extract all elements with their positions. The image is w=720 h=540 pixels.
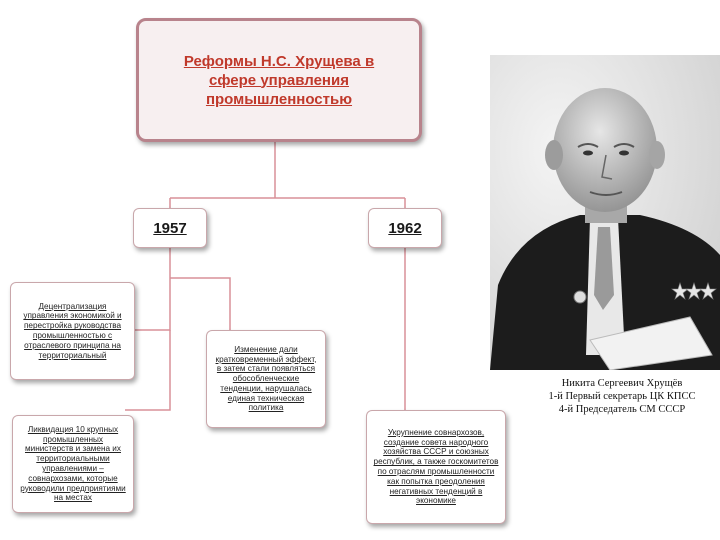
caption-name: Никита Сергеевич Хрущёв [561,378,683,389]
decentralization-text: Децентрализация управления экономикой и перестройка руководства промышленностью с отраслевого принципа на территориальный [23,301,122,360]
ministries-box [12,415,134,513]
decentralization-box [10,282,135,380]
effect-text: Изменение дали кратковременный эффект, в затем стали появляться обособленческие тенденции, нарушалась единая техническая политика [215,344,317,413]
caption-line-2: 4-й Председатель СМ СССР [558,404,686,415]
enlargement-box [366,410,506,524]
year-1957-label: 1957 [153,219,187,237]
portrait-photo [490,55,720,370]
enlargement-text: Укрупнение совнархозов, создание совета народного хозяйства СССР и союзных республик, а также госкомитетов по отраслям промышленности как попытка преодоления негативных тенденций в экономике [373,427,499,506]
portrait-caption [524,377,720,416]
ministries-text: Ликвидация 10 крупных промышленных министерств и замена их территориальными управлениями – совнархозами, которые руководили предприятиями на местах [20,424,126,503]
caption-line-1: 1-й Первый секретарь ЦК КПСС [548,391,696,402]
diagram-title: Реформы Н.С. Хрущева в сфере управления промышленностью [183,52,375,108]
connector-1957-effect [170,278,230,330]
year-1962-box [368,208,442,248]
connector-1957-decentralization [135,248,170,330]
year-1957-box [133,208,207,248]
title-box [136,18,422,142]
year-1962-label: 1962 [388,219,422,237]
effect-box [206,330,326,428]
